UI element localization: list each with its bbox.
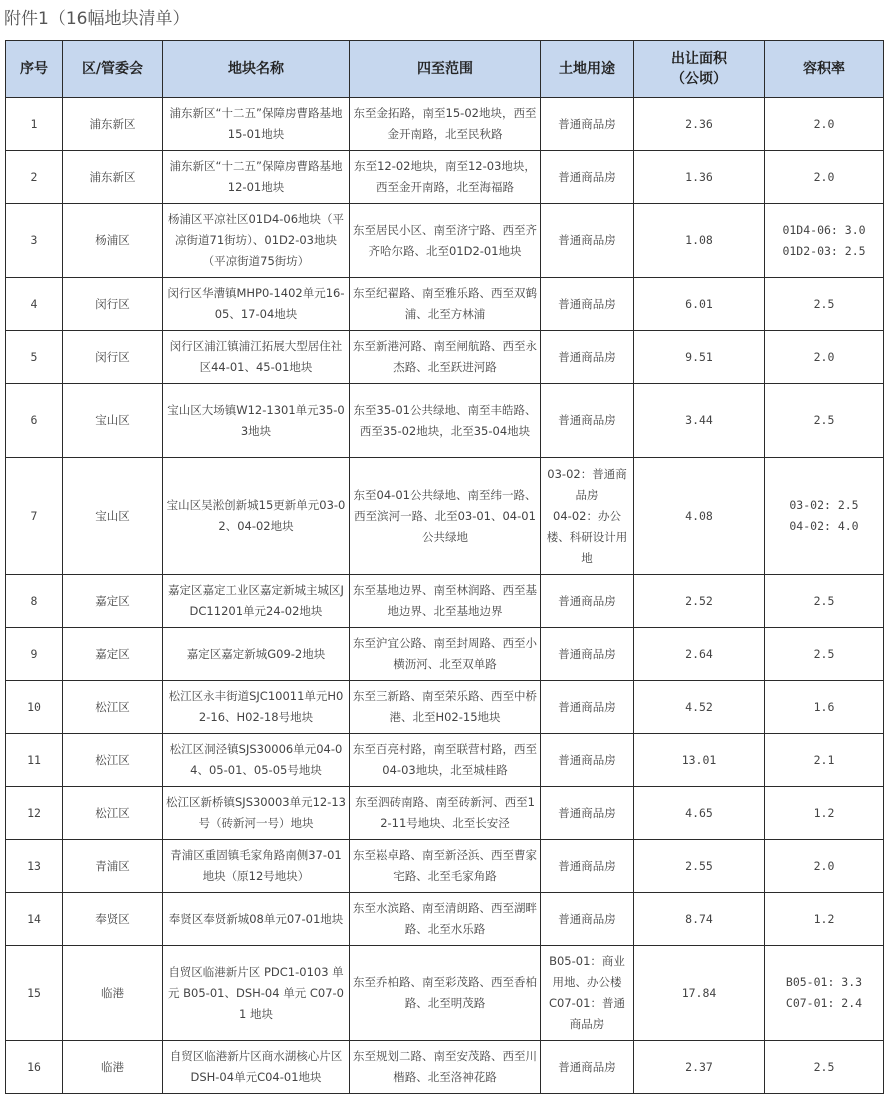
header-parcel-name: 地块名称 [163,41,350,98]
cell-district: 闵行区 [63,278,163,331]
cell-boundaries: 东至纪翟路、南至雅乐路、西至双鹤浦、北至方林浦 [350,278,541,331]
table-row [6,628,884,681]
cell-floor-area-ratio: 1.2 [765,893,884,946]
cell-parcel-name: 松江区新桥镇SJS30003单元12-13号（砖新河一号）地块 [163,787,350,840]
cell-boundaries: 东至三新路、南至荣乐路、西至中桥港、北至H02-15地块 [350,681,541,734]
table-row [6,787,884,840]
header-no: 序号 [6,41,63,98]
cell-land-use: 普通商品房 [541,204,634,278]
cell-boundaries: 东至04-01公共绿地、南至纬一路、西至滨河一路、北至03-01、04-01公共绿地 [350,458,541,575]
cell-land-use: 普通商品房 [541,840,634,893]
cell-boundaries: 东至12-02地块，南至12-03地块，西至金开南路，北至海福路 [350,151,541,204]
cell-area: 4.65 [634,787,765,840]
cell-area: 1.36 [634,151,765,204]
cell-district: 嘉定区 [63,575,163,628]
cell-boundaries: 东至百亮村路，南至联营村路，西至04-03地块，北至城桂路 [350,734,541,787]
cell-row-number: 11 [6,734,63,787]
cell-floor-area-ratio: 2.0 [765,151,884,204]
land-parcel-table [5,40,884,1094]
table-header-row [6,41,884,98]
cell-floor-area-ratio: 2.5 [765,278,884,331]
cell-boundaries: 东至水滨路、南至清朗路、西至湖畔路、北至水乐路 [350,893,541,946]
cell-floor-area-ratio: 2.5 [765,384,884,458]
cell-row-number: 14 [6,893,63,946]
header-district: 区/管委会 [63,41,163,98]
cell-land-use: 普通商品房 [541,575,634,628]
cell-district: 宝山区 [63,458,163,575]
cell-district: 松江区 [63,734,163,787]
table-row [6,734,884,787]
cell-parcel-name: 自贸区临港新片区商水湖核心片区DSH-04单元C04-01地块 [163,1041,350,1094]
cell-row-number: 4 [6,278,63,331]
cell-parcel-name: 浦东新区“十二五”保障房曹路基地15-01地块 [163,98,350,151]
cell-district: 闵行区 [63,331,163,384]
cell-district: 临港 [63,1041,163,1094]
cell-area: 8.74 [634,893,765,946]
cell-floor-area-ratio: 2.0 [765,331,884,384]
cell-land-use: 普通商品房 [541,98,634,151]
cell-floor-area-ratio: 1.2 [765,787,884,840]
cell-area: 3.44 [634,384,765,458]
cell-row-number: 10 [6,681,63,734]
table-row [6,278,884,331]
cell-district: 浦东新区 [63,98,163,151]
cell-boundaries: 东至泗砖南路、南至砖新河、西至12-11号地块、北至长安泾 [350,787,541,840]
table-row [6,840,884,893]
cell-land-use: 普通商品房 [541,681,634,734]
cell-row-number: 9 [6,628,63,681]
cell-boundaries: 东至沪宜公路、南至封周路、西至小横沥河、北至双单路 [350,628,541,681]
table-row [6,98,884,151]
cell-area: 2.64 [634,628,765,681]
cell-district: 浦东新区 [63,151,163,204]
cell-floor-area-ratio: 1.6 [765,681,884,734]
cell-parcel-name: 嘉定区嘉定新城G09-2地块 [163,628,350,681]
header-far: 容积率 [765,41,884,98]
cell-land-use: 普通商品房 [541,331,634,384]
header-boundaries: 四至范围 [350,41,541,98]
table-row [6,204,884,278]
cell-floor-area-ratio: 2.0 [765,98,884,151]
cell-floor-area-ratio: 2.0 [765,840,884,893]
cell-area: 9.51 [634,331,765,384]
cell-row-number: 5 [6,331,63,384]
cell-district: 临港 [63,946,163,1041]
cell-parcel-name: 自贸区临港新片区 PDC1-0103 单元 B05-01、DSH-04 单元 C07-01 地块 [163,946,350,1041]
table-row [6,151,884,204]
header-area: 出让面积 （公顷） [634,41,765,98]
cell-boundaries: 东至基地边界、南至林润路、西至基地边界、北至基地边界 [350,575,541,628]
cell-land-use: 普通商品房 [541,1041,634,1094]
cell-district: 松江区 [63,681,163,734]
cell-boundaries: 东至35-01公共绿地、南至丰皓路、西至35-02地块，北至35-04地块 [350,384,541,458]
cell-row-number: 15 [6,946,63,1041]
cell-land-use: 普通商品房 [541,278,634,331]
cell-row-number: 7 [6,458,63,575]
table-row [6,575,884,628]
cell-floor-area-ratio: B05-01: 3.3 C07-01: 2.4 [765,946,884,1041]
cell-floor-area-ratio: 2.5 [765,1041,884,1094]
cell-floor-area-ratio: 2.5 [765,628,884,681]
table-row [6,1041,884,1094]
cell-land-use: 03-02：普通商品房 04-02：办公楼、科研设计用地 [541,458,634,575]
cell-land-use: 普通商品房 [541,628,634,681]
cell-parcel-name: 松江区洞泾镇SJS30006单元04-04、05-01、05-05号地块 [163,734,350,787]
header-land-use: 土地用途 [541,41,634,98]
cell-boundaries: 东至金拓路，南至15-02地块，西至金开南路，北至民秋路 [350,98,541,151]
cell-district: 松江区 [63,787,163,840]
cell-row-number: 1 [6,98,63,151]
cell-land-use: 普通商品房 [541,787,634,840]
page-title: 附件1（16幅地块清单） [4,9,190,29]
cell-floor-area-ratio: 2.5 [765,575,884,628]
table-row [6,331,884,384]
cell-row-number: 3 [6,204,63,278]
cell-parcel-name: 松江区永丰街道SJC10011单元H02-16、H02-18号地块 [163,681,350,734]
cell-parcel-name: 浦东新区“十二五”保障房曹路基地12-01地块 [163,151,350,204]
cell-area: 13.01 [634,734,765,787]
cell-floor-area-ratio: 03-02: 2.5 04-02: 4.0 [765,458,884,575]
table-row [6,384,884,458]
cell-parcel-name: 杨浦区平凉社区01D4-06地块（平凉街道71街坊）、01D2-03地块（平凉街道75街坊） [163,204,350,278]
cell-boundaries: 东至乔柏路、南至彩茂路、西至香柏路、北至明茂路 [350,946,541,1041]
cell-land-use: 普通商品房 [541,384,634,458]
cell-area: 2.52 [634,575,765,628]
cell-boundaries: 东至居民小区、南至济宁路、西至齐齐哈尔路、北至01D2-01地块 [350,204,541,278]
cell-district: 嘉定区 [63,628,163,681]
cell-district: 青浦区 [63,840,163,893]
cell-parcel-name: 嘉定区嘉定工业区嘉定新城主城区JDC11201单元24-02地块 [163,575,350,628]
cell-parcel-name: 闵行区浦江镇浦江拓展大型居住社区44-01、45-01地块 [163,331,350,384]
cell-boundaries: 东至新港河路、南至闸航路、西至永杰路、北至跃进河路 [350,331,541,384]
cell-floor-area-ratio: 2.1 [765,734,884,787]
cell-row-number: 6 [6,384,63,458]
cell-parcel-name: 宝山区吴淞创新城15更新单元03-02、04-02地块 [163,458,350,575]
cell-district: 奉贤区 [63,893,163,946]
cell-parcel-name: 闵行区华漕镇MHP0-1402单元16-05、17-04地块 [163,278,350,331]
table-row [6,893,884,946]
cell-district: 杨浦区 [63,204,163,278]
cell-row-number: 16 [6,1041,63,1094]
table-row [6,458,884,575]
cell-area: 2.37 [634,1041,765,1094]
cell-floor-area-ratio: 01D4-06: 3.0 01D2-03: 2.5 [765,204,884,278]
cell-parcel-name: 宝山区大场镇W12-1301单元35-03地块 [163,384,350,458]
cell-area: 17.84 [634,946,765,1041]
cell-area: 4.52 [634,681,765,734]
cell-area: 2.55 [634,840,765,893]
cell-area: 1.08 [634,204,765,278]
table-row [6,681,884,734]
cell-land-use: 普通商品房 [541,734,634,787]
cell-land-use: 普通商品房 [541,151,634,204]
cell-boundaries: 东至规划二路、南至安茂路、西至川楷路、北至洛神花路 [350,1041,541,1094]
cell-row-number: 2 [6,151,63,204]
cell-area: 2.36 [634,98,765,151]
cell-row-number: 12 [6,787,63,840]
cell-land-use: B05-01：商业用地、办公楼 C07-01：普通商品房 [541,946,634,1041]
cell-row-number: 13 [6,840,63,893]
cell-parcel-name: 青浦区重固镇毛家角路南侧37-01地块（原12号地块） [163,840,350,893]
cell-area: 4.08 [634,458,765,575]
cell-row-number: 8 [6,575,63,628]
cell-boundaries: 东至崧卓路、南至新泾浜、西至曹家宅路、北至毛家角路 [350,840,541,893]
cell-land-use: 普通商品房 [541,893,634,946]
cell-district: 宝山区 [63,384,163,458]
cell-area: 6.01 [634,278,765,331]
cell-parcel-name: 奉贤区奉贤新城08单元07-01地块 [163,893,350,946]
table-row [6,946,884,1041]
